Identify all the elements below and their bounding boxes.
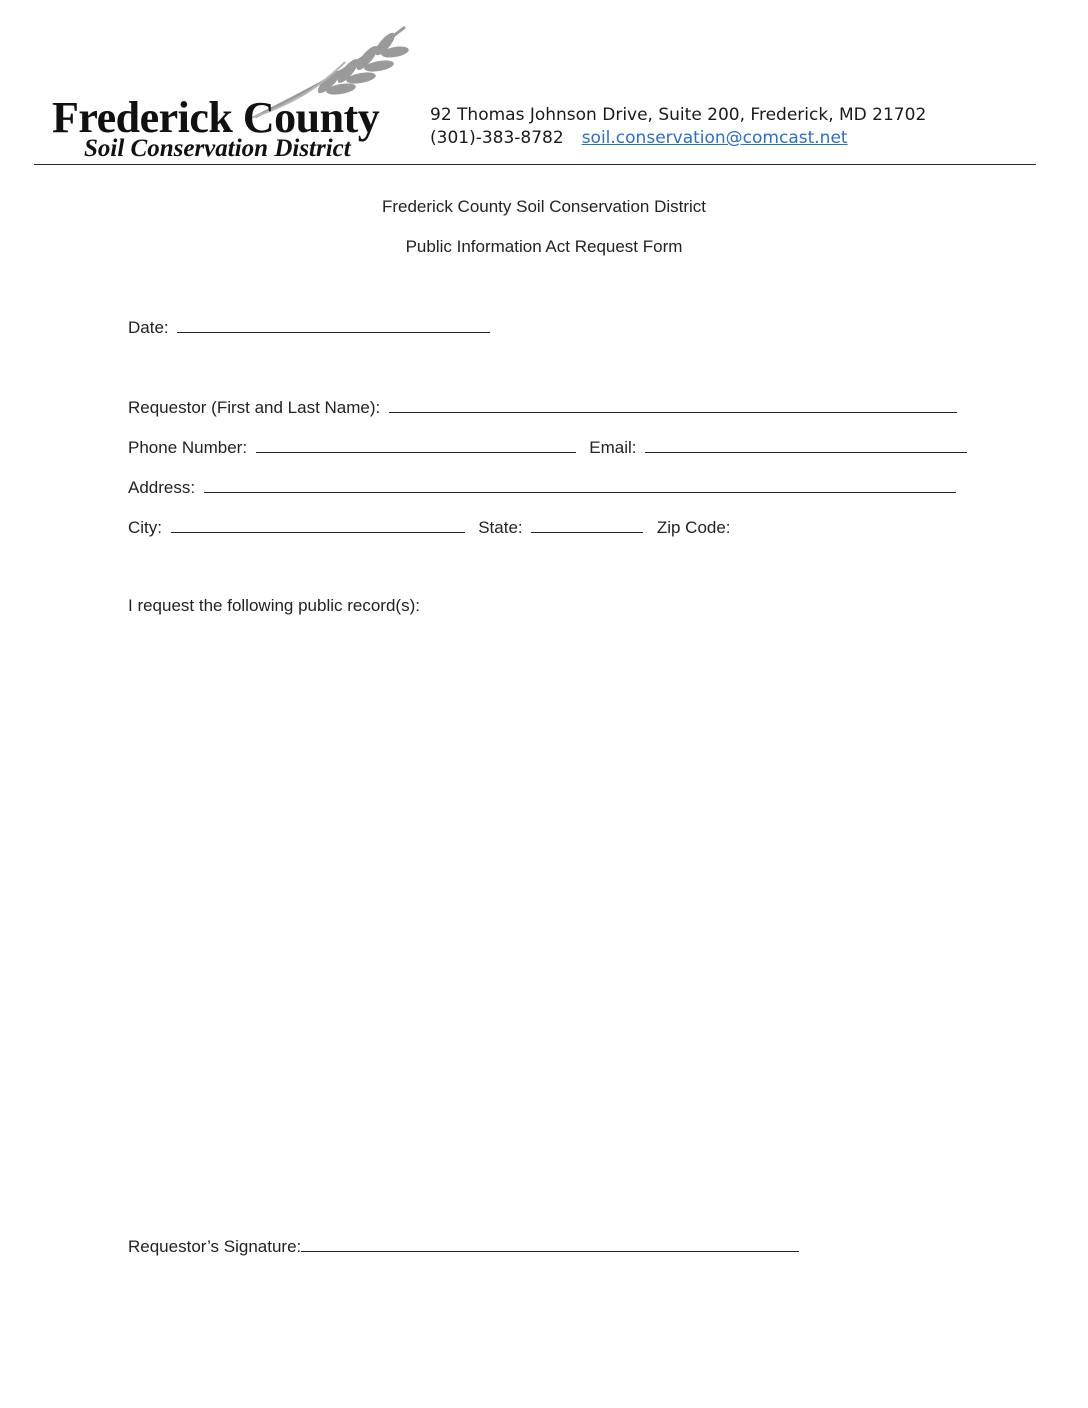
date-row [128,316,490,339]
requestor-name-field[interactable] [389,396,957,413]
state-label: State: [478,518,523,537]
phone-email-row [128,436,967,459]
address-row [128,476,956,499]
records-request-row [128,595,420,617]
date-field[interactable] [177,316,490,333]
contact-phone-email-row [430,127,926,150]
city-state-zip-row [128,516,731,539]
email-field[interactable] [645,436,967,453]
header-divider [34,164,1036,165]
records-request-area[interactable] [128,625,960,1205]
form-title: Public Information Act Request Form [405,237,683,256]
records-label: I request the following public record(s): [128,596,420,615]
city-label: City: [128,518,162,537]
date-label: Date: [128,318,169,337]
contact-address: 92 Thomas Johnson Drive, Suite 200, Frederick, MD 21702 [430,105,927,125]
email-label: Email: [589,438,637,457]
state-field[interactable] [531,516,643,533]
signature-row [128,1235,799,1258]
district-logo [50,22,410,162]
contact-block [430,104,926,150]
signature-field[interactable] [301,1235,799,1252]
contact-phone: (301)-383-8782 [430,128,564,148]
logo-subtitle: Soil Conservation District [84,135,351,162]
phone-field[interactable] [256,436,576,453]
address-label: Address: [128,478,196,497]
contact-email-link[interactable]: soil.conservation@comcast.net [581,128,848,148]
signature-label: Requestor’s Signature: [128,1237,302,1256]
organization-title: Frederick County Soil Conservation District [381,197,707,216]
zip-label: Zip Code: [656,518,731,537]
requestor-row [128,396,957,419]
requestor-label: Requestor (First and Last Name): [128,398,381,417]
city-field[interactable] [171,516,465,533]
address-field[interactable] [204,476,956,493]
phone-label: Phone Number: [128,438,248,457]
logo-title: Frederick County [52,93,380,142]
